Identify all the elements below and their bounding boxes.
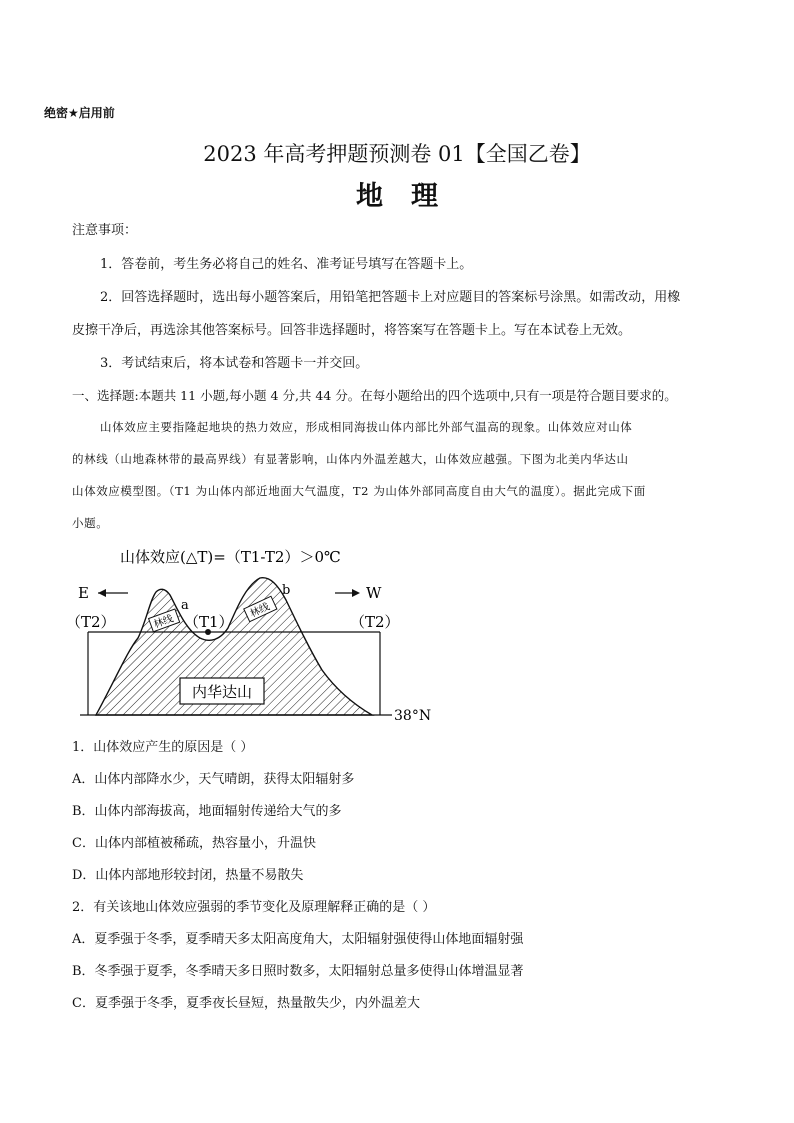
t1-label: （T1）	[184, 613, 234, 631]
exam-title: 2023 年高考押题预测卷 01【全国乙卷】	[203, 142, 591, 166]
point-b-label: b	[282, 583, 291, 598]
question-2-option-b: B．冬季强于夏季，冬季晴天多日照时数多，太阳辐射总量多使得山体增温显著	[72, 964, 524, 979]
t2-left-label: （T2）	[66, 613, 116, 631]
passage-line-2: 的林线（山地森林带的最高界线）有显著影响，山体内外温差越大，山体效应越强。下图为北美内华达山	[72, 452, 629, 466]
treeline-right-label: 林线	[248, 601, 272, 620]
question-1-option-b: B．山体内部海拔高，地面辐射传递给大气的多	[72, 804, 342, 819]
t2-right-label: （T2）	[350, 613, 400, 631]
notice-item-2-line-1: 2．回答选择题时，选出每小题答案后，用铅笔把答题卡上对应题目的答案标号涂黑。如需改动，用橡	[100, 290, 681, 305]
passage-line-3: 山体效应模型图。（T1 为山体内部近地面大气温度，T2 为山体外部同高度自由大气的温度）。据此完成下面	[72, 484, 646, 498]
point-a-label: a	[181, 598, 189, 613]
question-2-option-a: A．夏季强于冬季，夏季晴天多太阳高度角大，太阳辐射强使得山体地面辐射强	[72, 932, 524, 947]
notice-item-1: 1．答卷前，考生务必将自己的姓名、准考证号填写在答题卡上。	[100, 257, 473, 272]
mountain-effect-diagram	[60, 540, 460, 730]
passage-line-1: 山体效应主要指隆起地块的热力效应，形成相同海拔山体内部比外部气温高的现象。山体效应对山体	[100, 420, 633, 434]
notice-heading: 注意事项：	[72, 223, 138, 238]
section-heading: 一、选择题:本题共 11 小题,每小题 4 分,共 44 分。在每小题给出的四个选项中,只有一项是符合题目要求的。	[72, 388, 677, 403]
question-2-stem: 2．有关该地山体效应强弱的季节变化及原理解释正确的是（ ）	[72, 900, 436, 915]
formula-text: 山体效应(△T)=（T1-T2）＞0℃	[120, 548, 341, 566]
question-1-option-a: A．山体内部降水少，天气晴朗，获得太阳辐射多	[72, 772, 355, 787]
notice-item-3: 3．考试结束后，将本试卷和答题卡一并交回。	[100, 356, 369, 371]
notice-item-2-line-2: 皮擦干净后，再选涂其他答案标号。回答非选择题时，将答案写在答题卡上。写在本试卷上无效。	[72, 323, 632, 338]
question-2-option-c: C．夏季强于冬季，夏季夜长昼短，热量散失少，内外温差大	[72, 996, 420, 1011]
east-arrow-head	[98, 589, 106, 597]
question-1-option-d: D．山体内部地形较封闭，热量不易散失	[72, 868, 304, 883]
east-label: E	[78, 584, 89, 602]
question-1-stem: 1．山体效应产生的原因是（ ）	[72, 740, 254, 755]
passage-line-4: 小题。	[72, 516, 109, 530]
west-label: W	[366, 584, 382, 602]
mountain-name-label: 内华达山	[192, 683, 253, 701]
confidential-label: 绝密★启用前	[44, 106, 115, 120]
west-arrow-head	[352, 589, 360, 597]
question-1-option-c: C．山体内部植被稀疏，热容量小，升温快	[72, 836, 316, 851]
latitude-label: 38°N	[394, 708, 432, 724]
treeline-left-label: 林线	[152, 613, 175, 631]
subject-title: 地理	[356, 181, 466, 212]
